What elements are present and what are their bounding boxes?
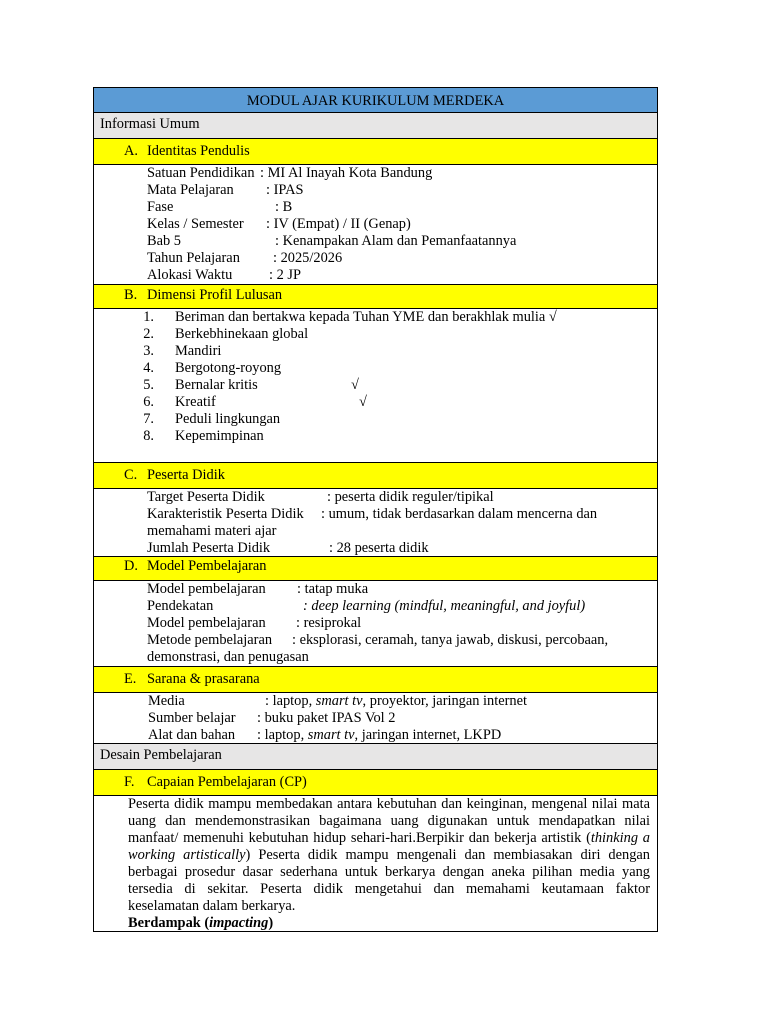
capaian-paragraph: Peserta didik mampu membedakan antara kebutuhan dan keinginan, mengenal nilai mata uang dan mendemonstrasikan bagaimana uang digunakan untuk mendapatkan nilai manfaat/ memenuhi kebutuhan hidup sehari-hari.Berpikir dan bekerja artistik (thinking a working artistically) Peserta didik mampu mengenali dan membiasakan diri dengan berbagai prosedur dasar sederhana untuk berkarya dengan aneka pilihan media yang tersedia di sekitar. Peserta didik mengetahui dan memahami keutamaan faktor keselamatan dalam berkarya. Berdampak (impacting) xyxy=(128,796,650,931)
capaian-cell xyxy=(93,796,658,932)
heading-d-letter: D. xyxy=(124,558,138,574)
heading-d-label: Model Pembelajaran xyxy=(147,558,267,574)
sarana-row: Media : laptop, smart tv, proyektor, jaringan internet xyxy=(148,693,528,709)
model-row: Model pembelajaran : resiprokal xyxy=(147,615,362,631)
identitas-row: Mata Pelajaran : IPAS xyxy=(147,182,304,198)
identitas-row: Kelas / Semester : IV (Empat) / II (Genap) xyxy=(147,216,411,232)
model-row: Model pembelajaran : tatap muka xyxy=(147,581,369,597)
heading-c xyxy=(93,463,658,489)
berdampak-label: Berdampak (impacting) xyxy=(128,915,274,931)
heading-b-letter: B. xyxy=(124,287,138,303)
identitas-cell xyxy=(93,165,658,285)
identitas-row: Satuan Pendidikan : MI Al Inayah Kota Bandung xyxy=(147,165,433,181)
heading-b-label: Dimensi Profil Lulusan xyxy=(147,287,283,303)
heading-c-letter: C. xyxy=(124,467,138,483)
model-cell xyxy=(93,581,658,667)
heading-f-letter: F. xyxy=(124,774,135,790)
heading-b xyxy=(93,285,658,309)
identitas-row: Bab 5 : Kenampakan Alam dan Pemanfaatannya xyxy=(147,233,517,249)
section-desain-pembelajaran: Desain Pembelajaran xyxy=(93,744,658,770)
heading-e-letter: E. xyxy=(124,671,137,687)
peserta-row: Target Peserta Didik : peserta didik reguler/tipikal xyxy=(147,489,494,505)
peserta-row: Karakteristik Peserta Didik : umum, tidak berdasarkan dalam mencerna dan xyxy=(147,506,598,522)
model-row: demonstrasi, dan penugasan xyxy=(147,649,309,665)
section-informasi-umum: Informasi Umum xyxy=(93,113,658,139)
heading-a-letter: A. xyxy=(124,143,138,159)
heading-e xyxy=(93,667,658,693)
checkmark: √ xyxy=(359,394,367,410)
model-row: Metode pembelajaran : eksplorasi, ceramah, tanya jawab, diskusi, percobaan, xyxy=(147,632,609,648)
heading-f xyxy=(93,770,658,796)
heading-e-label: Sarana & prasarana xyxy=(147,671,260,687)
document-title: MODUL AJAR KURIKULUM MERDEKA xyxy=(93,87,658,113)
checkmark: √ xyxy=(351,377,359,393)
peserta-row: memahami materi ajar xyxy=(147,523,277,539)
profil-list: 1. Beriman dan bertakwa kepada Tuhan YME dan berakhlak mulia √ 2. Berkebhinekaan global 3. Mandiri 4. Bergotong-royong 5. Bernalar kritis √ 6. Kreatif √ 7. Peduli lingkungan 8. Kepemimpinan xyxy=(93,309,658,463)
peserta-row: Jumlah Peserta Didik : 28 peserta didik xyxy=(147,540,429,556)
peserta-cell xyxy=(93,489,658,557)
heading-f-label: Capaian Pembelajaran (CP) xyxy=(147,774,307,790)
identitas-row: Fase : B xyxy=(147,199,293,215)
heading-a xyxy=(93,139,658,165)
sarana-row: Sumber belajar : buku paket IPAS Vol 2 xyxy=(148,710,396,726)
document-table xyxy=(93,87,658,932)
heading-c-label: Peserta Didik xyxy=(147,467,225,483)
model-row: Pendekatan : deep learning (mindful, meaningful, and joyful) xyxy=(147,598,586,614)
heading-d xyxy=(93,557,658,581)
identitas-row: Tahun Pelajaran : 2025/2026 xyxy=(147,250,343,266)
identitas-row: Alokasi Waktu : 2 JP xyxy=(147,267,301,283)
heading-a-label: Identitas Pendulis xyxy=(147,143,250,159)
sarana-cell xyxy=(93,693,658,744)
sarana-row: Alat dan bahan : laptop, smart tv, jaringan internet, LKPD xyxy=(148,727,502,743)
